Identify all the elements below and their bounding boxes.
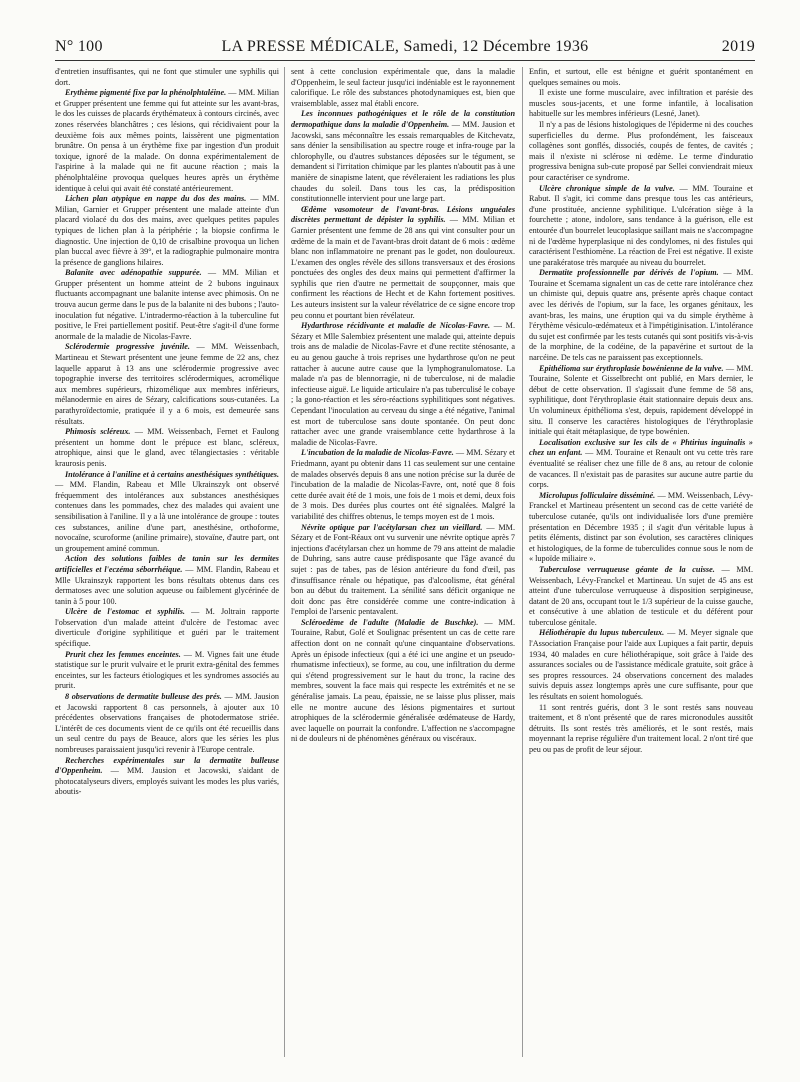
text-column-3 <box>529 67 753 756</box>
header-rule <box>55 60 755 61</box>
article-heading: Ulcère chronique simple de la vulve. <box>539 183 675 193</box>
article-text: — MM. Touraine, Solente et Gisselbrecht ont publié, en Mars dernier, le début de cette observation. Il s'agissait d'une femme de 58 ans, syphilitique, dont l'érythroplasie était stationnaire depuis deux ans. Un volumineux épithélioma s'est, depuis, rapidement développé in situ. Il conserve les caractères histologiques de l'érythroplasie initiale qui était métaplasique, de type bowénien. <box>529 363 754 437</box>
article-paragraph <box>55 650 279 692</box>
article-heading: Erythème pigmenté fixe par la phénolphtaléine. <box>65 88 227 98</box>
article-heading: Recherches expérimentales sur la dermatite bulleuse d'Oppenheim. <box>55 755 279 776</box>
article-text: — M. Meyer signale que l'Association Française pour l'aide aux Lupiques a fait partir, depuis 1934, 40 malades en cure héliothérapique, soit grâce à l'aide des assurances sociales ou de l'assistance médicale gratuite, soit grâce à ses propres ressources. 24 observations concernent des malades suivis depuis assez longtemps après une cure suffisante, pour que les résultats en soient homologués. <box>529 628 753 702</box>
article-heading: Scléroedème de l'adulte (Maladie de Buschke). <box>301 617 479 627</box>
article-text: — MM. Sézary et Friedmann, ayant pu obtenir dans 11 cas seulement sur une centaine de malades observés depuis 8 ans une notion précise sur la durée de l'incubation de la maladie de Nicolas-Favre, ont, noté que 8 fois cette durée avait été de 1 mois, une fois de 1 mois et demi, deux fois de 3 mois. Des durées plus courtes ont été signalées. Malgré la variabilité des chiffres obtenus, le temps moyen est de 1 mois. <box>291 448 515 521</box>
body-paragraph <box>291 67 515 109</box>
body-paragraph <box>529 703 753 756</box>
article-paragraph <box>55 427 279 469</box>
article-paragraph <box>291 448 515 522</box>
article-heading: Héliothérapie du lupus tuberculeux. <box>539 628 665 638</box>
article-text: — MM. Touraine, Rabut, Golé et Soulignac présentent un cas de cette rare affection dont on ne connaît qu'une cinquantaine d'observations. Après un épisode infectieux (qui a été ici une angine et un pseudo-rhumatisme infectieux), se forme, au cou, une infiltration du derme qui s'étend progressivement sur le haut du tronc, la racine des membres, souvent la face mais qui respecte les extrémités et ne se généralise jamais. La peau, épaissie, ne se laisse plus plisser, mais elle ne montre aucune des lésions pigmentaires et surtout atrophiques de la sclérodermie généralisée œdémateuse de Hardy, avec laquelle on pourrait la confondre. L'affection ne s'accompagne ni de douleurs ni de phénomènes généraux ou viscéraux. <box>291 617 516 744</box>
article-paragraph <box>291 321 515 448</box>
article-text: Enfin, et surtout, elle est bénigne et guérit spontanément en quelques semaines ou mois. <box>529 67 753 87</box>
article-text: — MM. Weissenbach, Martineau et Stewart présentent une jeune femme de 22 ans, chez laquelle apparut à 13 ans une sclérodermie progressive avec topographie inverse des territoires sclérodermiques, acromélique aux membres supérieurs, rhizomélique aux membres inférieurs, mélanodermie en aires de Sézary, calcifications sous-cutanées. La parathyroïdectomie, pratiquée il y a 6 mois, est demeurée sans résultats. <box>55 342 280 426</box>
article-text: — MM. Weissenbach, Lévy-Franckel et Martineau. Un sujet de 45 ans est atteint d'une tuberculose verruqueuse à disposition serpigineuse, datant de 20 ans, occupant tout le 1/3 supérieur de la cuisse gauche, et consécutive à une ablation de testicule et du déférent pour tuberculose génitale. <box>529 564 753 627</box>
article-heading: Intolérance à l'aniline et à certains anesthésiques synthétiques. <box>65 469 279 479</box>
article-paragraph <box>291 109 515 204</box>
body-paragraph <box>529 88 753 120</box>
article-heading: Tuberculose verruqueuse géante de la cuisse. <box>539 564 715 574</box>
article-text: — MM. Jausion et Jacowski rapportent 8 cas personnels, à ajouter aux 10 précédentes observations françaises de photodermatose striée. L'intérêt de ces documents vient de ce qu'ils ont été recueillis dans un seul centre du pays de Beauce, alors que les séries les plus nombreuses paraissaient jusqu'ici revenir à l'Europe centrale. <box>55 692 280 754</box>
article-text: — MM. Milian, Garnier et Grupper présentent une malade atteinte d'un placard violacé du dos des mains, avec quelques petites papules typiques de lichen plan à la périphérie ; la biopsie confirma le diagnostic. Une injection de 0,10 de crisalbine provoqua un lichen plan buccal avec fièvre à 39°, et la radiographie pulmonaire montra la présence de ganglions hilaires. <box>55 194 279 267</box>
article-heading: Epithélioma sur érythroplasie bowénienne de la vulve. <box>539 363 724 373</box>
article-text: — MM. Weissenbach, Fernet et Faulong présentent un homme dont le prépuce est blanc, scléreux, atrophique, ainsi que le gland, avec télangiectasies : véritable kraurosis penis. <box>55 427 279 468</box>
article-heading: Hydarthrose récidivante et maladie de Nicolas-Favre. <box>301 321 490 331</box>
article-text: — MM. Milian et Garnier présentent une femme de 28 ans qui vint consulter pour un œdème de la main et de l'avant-bras droit datant de 6 mois : œdème blanc non inflammatoire ne prenant pas le godet, non douloureux. L'examen des ongles révèle des sillons transversaux et des érosions ponctuées des ongles des deux mains qui permettent d'affirmer la syphilis que rien d'autre ne permettait de soupçonner, mais que confirment les réactions de Hecht et de Kahn fortement positives. Les auteurs insistent sur la valeur révélatrice de ce signe encore trop peu connu et pourtant bien révélateur. <box>291 215 515 320</box>
column-separator <box>522 67 523 1057</box>
article-heading: Phimosis scléreux. <box>65 427 131 437</box>
article-heading: Action des solutions faibles de tanin sur les dermites artificielles et l'eczéma séborrhéique. <box>55 554 279 574</box>
article-text: — MM. Jausion et Jacowski, sans méconnaître les essais remarquables de Kitchevatz, sans dénier la sensibilisation au spectre rouge et infra-rouge par la chlorophylle, ou d'autres substances déposées sur le tégument, se demandent si l'irritation chimique par les plantes n'aboutit pas à une manière de sinapisme latent, que révéleraient les radiations les plus chaudes du soleil. Dans tous les cas, la prédisposition constitutionnelle intervient pour une large part. <box>291 119 515 204</box>
article-text: — MM. Jausion et Jacowski, s'aidant de photocatalyseurs divers, employés suivant les modes les plus variés, aboutis- <box>55 766 279 797</box>
article-text: Il n'y a pas de lésions histologiques de l'épiderme ni des couches superficielles du derme. Plus profondément, les faisceaux collagènes sont gonflés, dissociés, coupés de fentes, de cavités ; mais il n'existe ni sclérose ni œdème. Le terme d'induratio progressiva benigna sub-cute proposé par Sellei conviendrait mieux pour caractériser ce syndrome. <box>529 119 753 182</box>
article-paragraph <box>291 523 515 618</box>
article-paragraph <box>529 364 753 438</box>
article-paragraph <box>55 554 279 607</box>
article-heading: Localisation exclusive sur les cils de « Phtirius inguinalis » chez un enfant. <box>529 437 753 458</box>
article-paragraph <box>529 491 753 565</box>
article-heading: Microlupus folliculaire disséminé. <box>539 490 656 500</box>
body-paragraph <box>529 67 753 88</box>
article-heading: Balanite avec adénopathie suppurée. <box>65 268 202 278</box>
article-text: — M. Sézary et Mlle Salembiez présentent une malade qui, atteinte depuis trois ans de maladie de Nicolas-Favre et d'une rectite sténosante, a eu au genou gauche à trois reprises une hydarthrose qu'on ne peut rattacher à aucune autre cause que la lymphogranulomatose. La malade n'a pas de blennorragie, ni de tuberculose, ni de maladie infectieuse aiguë. Le liquide articulaire n'a pas tuberculisé le cobaye ; la gono-réaction et les séro-réactions syphilitiques sont négatives. Cependant l'inoculation au cerveau du singe a été négative, l'animal est mort de tuberculose sans doute spontanée. On peut donc rattacher avec une grande vraisemblance cette hydarthrose à la maladie de Nicolas-Favre. <box>291 321 515 447</box>
article-text: — M. Vignes fait une étude statistique sur le prurit vulvaire et le prurit extra-génital des femmes enceintes, sur les facteurs étiologiques et les syndromes associés au prurit. <box>55 649 279 691</box>
article-text: — MM. Touraine et Scemama signalent un cas de cette rare intolérance chez un chimiste qui, depuis quatre ans, présente après chaque contact avec les dérivés de l'opium, sur la face, les organes génitaux, les avant-bras, les mains, une éruption qui va du simple érythème à l'érythème vésiculo-œdémateux et à l'impétiginisation. L'intolérance du sujet est confirmée par les tests cutanés qui sont positifs vis-à-vis de la morphine, de la codéine, de la papavérine et surtout de la narcéine. De tels cas ne paraissent pas exceptionnels. <box>529 268 753 363</box>
page-number-right: 2019 <box>721 38 755 55</box>
body-paragraph <box>55 67 279 88</box>
article-text: Il existe une forme musculaire, avec infiltration et parésie des muscles sous-jacents, et une forme infantile, à localisation habituelle sur les membres inférieurs (Lesné, Janet). <box>529 88 753 119</box>
article-text: — MM. Flandin, Rabeau et Mlle Ukrainszyk ont observé fréquemment des intolérances aux substances anesthésiques contenues dans les pommades, chez des malades qui avaient une sensibilisation à l'aniline. Il y a là une intolérance de groupe : toutes ces substances, aniline d'une part, anesthésine, orthoforme, novocaïne, scuroforme (aniline primaire), stovaïne, d'autre part, ont un groupement aminé commun. <box>55 480 279 553</box>
article-paragraph <box>529 184 753 269</box>
article-paragraph <box>55 470 279 555</box>
article-text: — MM. Sézary et de Font-Réaux ont vu survenir une névrite optique après 7 injections d'acétylarsan chez un homme de 79 ans atteint de maladie de Duhring, sans autre cause prédisposante que l'âge avancé du sujet : pas de tabes, pas de lésion antérieure du fond d'œil, pas d'insuffisance rénale ou hépatique, pas d'alcoolisme, état général bon au début du traitement. La sénilité sans déficit organique ne doit donc pas être considérée comme une contre-indication à l'emploi de l'arsenic pentavalent. <box>291 522 516 617</box>
article-paragraph <box>529 565 753 629</box>
article-heading: Névrite optique par l'acétylarsan chez un vieillard. <box>301 522 483 532</box>
article-heading: Sclérodermie progressive juvénile. <box>65 342 190 352</box>
article-text: — MM. Flandin, Rabeau et Mlle Ukrainszyk rapportent les bons résultats obtenus dans ces dermatoses avec une solution aqueuse ou faiblement glycérinée de tanin à 5 pour 100. <box>55 564 279 606</box>
article-paragraph <box>55 692 279 756</box>
article-paragraph <box>529 438 753 491</box>
article-paragraph <box>55 342 279 427</box>
article-paragraph <box>529 268 753 363</box>
article-text: d'entretien insuffisantes, qui ne font que stimuler une syphilis qui dort. <box>55 67 279 87</box>
article-heading: 8 observations de dermatite bulleuse des prés. <box>65 692 222 702</box>
article-heading: Lichen plan atypique en nappe du dos des mains. <box>65 194 247 204</box>
text-column-1 <box>55 67 279 798</box>
article-text: — MM. Touraine et Rabut. Il s'agit, ici comme dans presque tous les cas antérieurs, d'une prostituée, ancienne syphilitique. L'ulcération siège à la fourchette ; atone, indolore, sans tendance à la guérison, elle est entourée d'un bourrelet leucoplasique saillant mais ne s'accompagne ni de l'œdème hyperplasique ni des condylomes, ni des fistules qui caractérisent l'esthiomène. La réaction de Frei est négative. Il existe une parakératose très marquée au niveau du bourrelet. <box>529 183 753 267</box>
article-text: 11 sont rentrés guéris, dont 3 le sont restés sans nouveau traitement, et 8 n'ont présenté que de rares micronodules aussitôt détruits. Ils sont restés très améliorés, et le sont restés, mais moyennant la reprise régulière d'un traitement local. 2 n'ont tiré que peu ou pas de profit de leur séjour. <box>529 702 753 754</box>
article-paragraph <box>55 756 279 798</box>
article-text: — MM. Touraine et Renault ont vu cette très rare éventualité se réaliser chez une fille de 8 ans, au retour de colonie de vacances. Il n'existait pas de parasites sur aucune autre partie du corps. <box>529 448 753 490</box>
article-heading: Œdème vasomoteur de l'avant-bras. Lésions unguéales discrètes permettant de dépister la syphilis. <box>291 204 515 225</box>
article-paragraph <box>55 88 279 194</box>
article-paragraph <box>55 194 279 268</box>
article-heading: Les inconnues pathogéniques et le rôle de la constitution dermopathique dans la maladie d'Oppenheim. <box>291 109 515 129</box>
article-paragraph <box>529 628 753 702</box>
article-heading: Dermatite professionnelle par dérivés de l'opium. <box>539 268 719 278</box>
page-number-left: N° 100 <box>55 38 103 55</box>
article-paragraph <box>291 205 515 322</box>
article-paragraph <box>55 607 279 649</box>
article-text: — M. Joltrain rapporte l'observation d'un malade atteint d'ulcère de l'estomac avec diverticule d'origine syphilitique et guéri par le traitement spécifique. <box>55 607 279 649</box>
article-text: — MM. Milian et Grupper présentent une femme qui fut atteinte sur les avant-bras, le dos les cuisses de placards érythémateux à contours circinés, avec zones réservées blanchâtres ; ces lésions, qui récidivaient pour la deuxième fois aux mêmes points, laissèrent une pigmentation brunâtre. On pensa à un érythème fixe par ingestion d'un produit toxique, ignoré de la malade. On donna expérimentalement de l'aspirine à la malade qui ne fit aucune réaction ; mais la phénolphtaléine provoqua quelques heures après un érythème identique à celui qui avait été constaté antérieurement. <box>55 88 279 193</box>
column-separator <box>284 67 285 1057</box>
article-text: sent à cette conclusion expérimentale que, dans la maladie d'Oppenheim, le seul facteur jusqu'ici indéniable est le rayonnement calorifique. Le rôle des substances photodynamiques est, bien que vraisemblable, assez mal établi encore. <box>291 67 515 108</box>
text-column-2 <box>291 67 515 745</box>
journal-title: LA PRESSE MÉDICALE, Samedi, 12 Décembre 1936 <box>221 38 589 55</box>
article-paragraph <box>55 268 279 342</box>
article-paragraph <box>291 618 515 745</box>
article-text: — MM. Milian et Grupper présentent un homme atteint de 2 bubons inguinaux fluctuants accompagnant une balanite intense avec phimosis. On ne trouva aucun germe dans le pus de la balanite ni des bubons ; l'auto-inoculation fut négative. L'intradermo-réaction à la tuberculine fut positive, le Frei partiellement positif. Peut-être s'agit-il d'une forme anormale de la maladie de Nicolas-Favre. <box>55 268 279 341</box>
article-heading: Prurit chez les femmes enceintes. <box>65 649 181 659</box>
article-heading: Ulcère de l'estomac et syphilis. <box>65 607 185 617</box>
article-text: — MM. Weissenbach, Lévy-Franckel et Martineau présentent un second cas de cette variété de tuberculose cutanée, qu'ils ont individualisée lors d'une première présentation en Décembre 1935 ; il s'agit d'un véritable lupus à petits éléments, distinct par son évolution, ses caractères cliniques et histologiques, de la forme de tuberculides connue sous le nom de « lupoïde miliaire ». <box>529 490 754 564</box>
article-heading: L'incubation de la maladie de Nicolas-Favre. <box>301 448 454 458</box>
body-paragraph <box>529 120 753 184</box>
